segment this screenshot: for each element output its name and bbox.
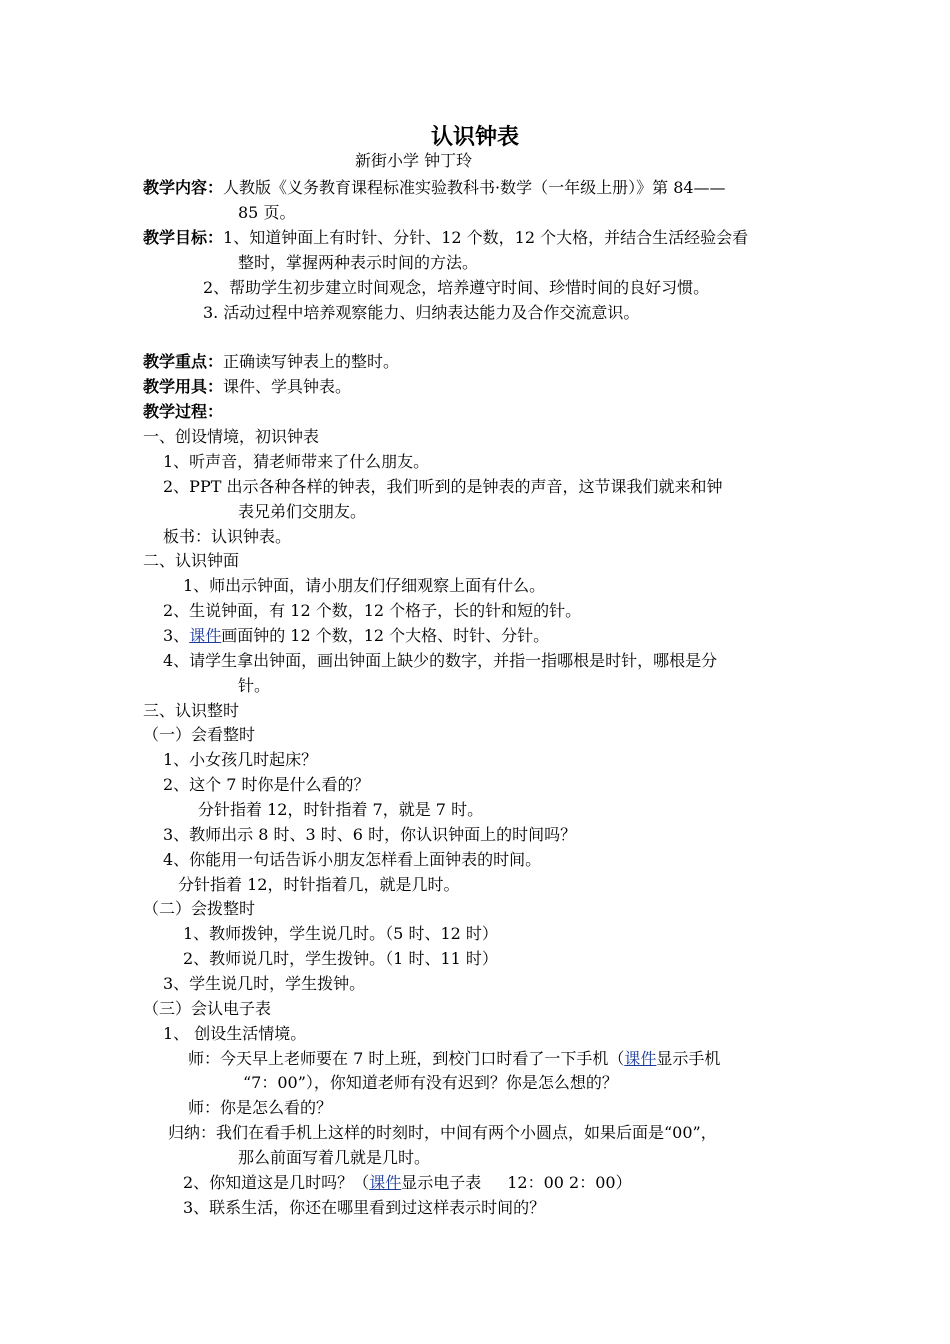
goal-3: 3. 活动过程中培养观察能力、归纳表达能力及合作交流意识。 bbox=[203, 303, 640, 322]
section-2-item-4: 4、请学生拿出钟面，画出钟面上缺少的数字，并指一指哪根是时针，哪根是分 bbox=[163, 651, 718, 670]
goals-line bbox=[143, 227, 748, 249]
goal-2: 2、帮助学生初步建立时间观念，培养遵守时间、珍惜时间的良好习惯。 bbox=[203, 278, 710, 297]
section-2-heading: 二、认识钟面 bbox=[143, 551, 240, 570]
section-2-item-3-text: 画面钟的 12 个数，12 个大格、时针、分针。 bbox=[221, 626, 550, 645]
subsection-3c-item-1: 1、 创设生活情境。 bbox=[163, 1024, 307, 1043]
subsection-3b-item-3: 3、学生说几时，学生拨钟。 bbox=[163, 974, 366, 993]
subsection-3a-item-1: 1、小女孩几时起床？ bbox=[163, 750, 318, 769]
section-2-item-3-number: 3、 bbox=[163, 626, 190, 645]
section-1-item-1: 1、听声音，猜老师带来了什么朋友。 bbox=[163, 452, 430, 471]
subsection-3c-heading: （三）会认电子表 bbox=[143, 999, 272, 1018]
section-1-item-2-cont: 表兄弟们交朋友。 bbox=[238, 502, 367, 521]
section-1-heading: 一、创设情境，初识钟表 bbox=[143, 427, 320, 446]
subsection-3a-item-2-answer: 分针指着 12，时针指着 7，就是 7 时。 bbox=[198, 800, 484, 819]
section-2-item-4-cont: 针。 bbox=[238, 676, 271, 695]
courseware-link[interactable]: 课件 bbox=[189, 626, 222, 645]
process-label: 教学过程： bbox=[143, 402, 224, 421]
goal-1: 1、知道钟面上有时针、分针、12 个数，12 个大格，并结合生活经验会看 bbox=[223, 228, 749, 247]
subsection-3a-heading: （一）会看整时 bbox=[143, 725, 256, 744]
author-line: 新街小学 钟丁玲 bbox=[355, 151, 473, 170]
subsection-3a-item-3: 3、教师出示 8 时、3 时、6 时，你认识钟面上的时间吗？ bbox=[163, 825, 577, 844]
key-text: 正确读写钟表上的整时。 bbox=[223, 352, 400, 371]
summary-line-cont: 那么前面写着几就是几时。 bbox=[238, 1148, 431, 1167]
subsection-3c-item-3: 3、联系生活，你还在哪里看到过这样表示时间的？ bbox=[183, 1198, 546, 1217]
subsection-3a-item-4-answer: 分针指着 12，时针指着几，就是几时。 bbox=[178, 875, 460, 894]
content-text-cont: 85 页。 bbox=[238, 203, 296, 222]
subsection-3a-item-2: 2、这个 7 时你是什么看的？ bbox=[163, 775, 370, 794]
courseware-link[interactable]: 课件 bbox=[369, 1173, 402, 1192]
subsection-3c-item-2-text-mid: 显示电子表 bbox=[401, 1173, 482, 1192]
subsection-3c-item-2-text: 2、你知道这是几时吗？（ bbox=[183, 1173, 370, 1192]
summary-line: 归纳：我们在看手机上这样的时刻时，中间有两个小圆点，如果后面是“00”， bbox=[168, 1123, 717, 1142]
teacher-line-1-text: 师：今天早上老师要在 7 时上班，到校门口时看了一下手机（ bbox=[188, 1049, 625, 1068]
subsection-3c-item-2-times: 12：00 2：00） bbox=[507, 1173, 632, 1192]
section-3-heading: 三、认识整时 bbox=[143, 701, 240, 720]
teacher-line-2: 师：你是怎么看的？ bbox=[188, 1098, 333, 1117]
section-2-item-2: 2、生说钟面，有 12 个数，12 个格子，长的针和短的针。 bbox=[163, 601, 582, 620]
tools-label: 教学用具： bbox=[143, 377, 224, 396]
key-line bbox=[143, 351, 399, 373]
teacher-line-1 bbox=[188, 1048, 720, 1070]
key-label: 教学重点： bbox=[143, 352, 224, 371]
section-1-item-2: 2、PPT 出示各种各样的钟表，我们听到的是钟表的声音，这节课我们就来和钟 bbox=[163, 477, 723, 496]
teacher-line-1-cont: “7：00”），你知道老师有没有迟到？你是怎么想的？ bbox=[243, 1073, 618, 1092]
section-2-item-1: 1、师出示钟面，请小朋友们仔细观察上面有什么。 bbox=[183, 576, 546, 595]
content-text: 人教版《义务教育课程标准实验教科书·数学（一年级上册）》第 84—— bbox=[223, 178, 726, 197]
tools-text: 课件、学具钟表。 bbox=[223, 377, 352, 396]
subsection-3c-item-2 bbox=[183, 1172, 632, 1194]
goal-1-cont: 整时，掌握两种表示时间的方法。 bbox=[238, 253, 479, 272]
courseware-link[interactable]: 课件 bbox=[624, 1049, 657, 1068]
teacher-line-1-text-end: 显示手机 bbox=[656, 1049, 721, 1068]
document-title: 认识钟表 bbox=[430, 125, 519, 150]
tools-line bbox=[143, 376, 351, 398]
goals-label: 教学目标： bbox=[143, 228, 224, 247]
subsection-3a-item-4: 4、你能用一句话告诉小朋友怎样看上面钟表的时间。 bbox=[163, 850, 542, 869]
section-1-board: 板书：认识钟表。 bbox=[163, 527, 292, 546]
subsection-3b-heading: （二）会拨整时 bbox=[143, 899, 256, 918]
content-label: 教学内容： bbox=[143, 178, 224, 197]
section-2-item-3 bbox=[163, 625, 549, 647]
content-line bbox=[143, 177, 726, 199]
subsection-3b-item-2: 2、教师说几时，学生拨钟。（1 时、11 时） bbox=[183, 949, 498, 968]
subsection-3b-item-1: 1、教师拨钟，学生说几时。（5 时、12 时） bbox=[183, 924, 498, 943]
